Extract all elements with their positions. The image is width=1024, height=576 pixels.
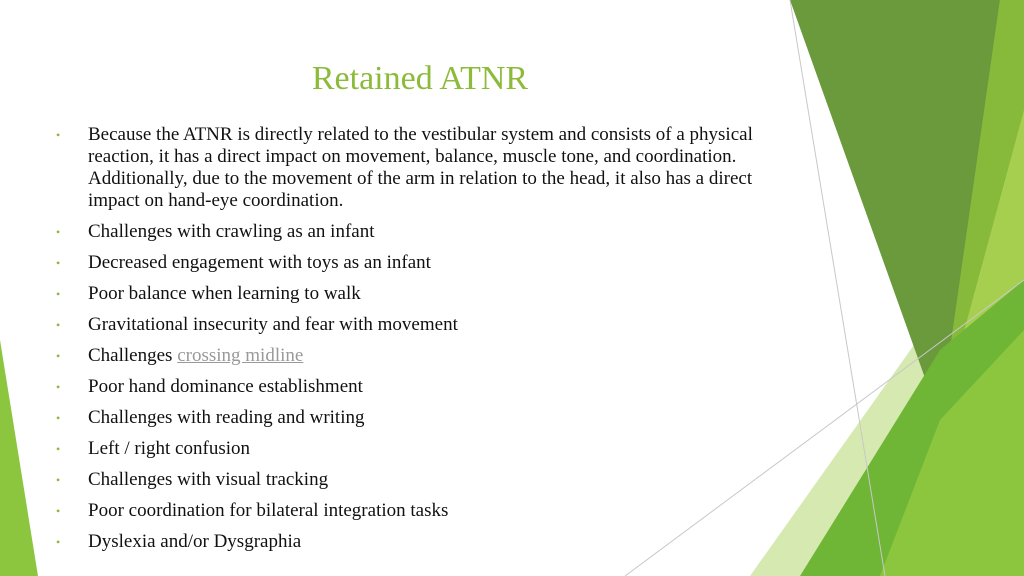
bullet-dot-icon: • [56,256,61,270]
bullet-list [56,124,796,562]
bullet-dot-icon: • [56,225,61,239]
bullet-dot-icon: • [56,318,61,332]
bullet-item [56,500,796,522]
bullet-text: Challenges with crawling as an infant [88,221,375,242]
bullet-dot-icon: • [56,411,61,425]
bullet-text: Gravitational insecurity and fear with movement [88,314,458,335]
bullet-dot-icon: • [56,535,61,549]
bullet-text: Challenges with visual tracking [88,469,329,490]
bullet-text: Dyslexia and/or Dysgraphia [88,531,302,552]
bullet-item [56,531,796,553]
left-edge-triangle [0,340,38,576]
bullet-text: Poor balance when learning to walk [88,283,361,304]
bullet-item [56,407,796,429]
bullet-dot-icon: • [56,473,61,487]
bullet-dot-icon: • [56,504,61,518]
bullet-dot-icon: • [56,287,61,301]
bullet-item [56,345,796,367]
bullet-dot-icon: • [56,128,61,142]
bullet-text: Left / right confusion [88,438,250,459]
bullet-text: Decreased engagement with toys as an infant [88,252,431,273]
bullet-item [56,314,796,336]
bullet-text: Because the ATNR is directly related to the vestibular system and consists of a physical reaction, it has a direct impact on movement, balance, muscle tone, and coordination. Additionally, due to the movement of the arm in relation to the head, it also has a direct impact on hand-eye coordination. [88,124,753,211]
bullet-dot-icon: • [56,380,61,394]
crossing-midline-link[interactable]: crossing midline [177,345,304,366]
bullet-text: Poor hand dominance establishment [88,376,363,397]
bullet-item [56,283,796,305]
bullet-dot-icon: • [56,442,61,456]
bullet-item [56,438,796,460]
bullet-item [56,124,796,212]
bullet-text: Challenges with reading and writing [88,407,365,428]
bullet-item [56,376,796,398]
bullet-item [56,221,796,243]
bullet-dot-icon: • [56,349,61,363]
bullet-item [56,252,796,274]
slide-title: Retained ATNR [311,60,529,97]
bullet-text-prefix: Challenges [88,345,178,366]
bullet-text: Poor coordination for bilateral integration tasks [88,500,449,521]
bullet-item [56,469,796,491]
